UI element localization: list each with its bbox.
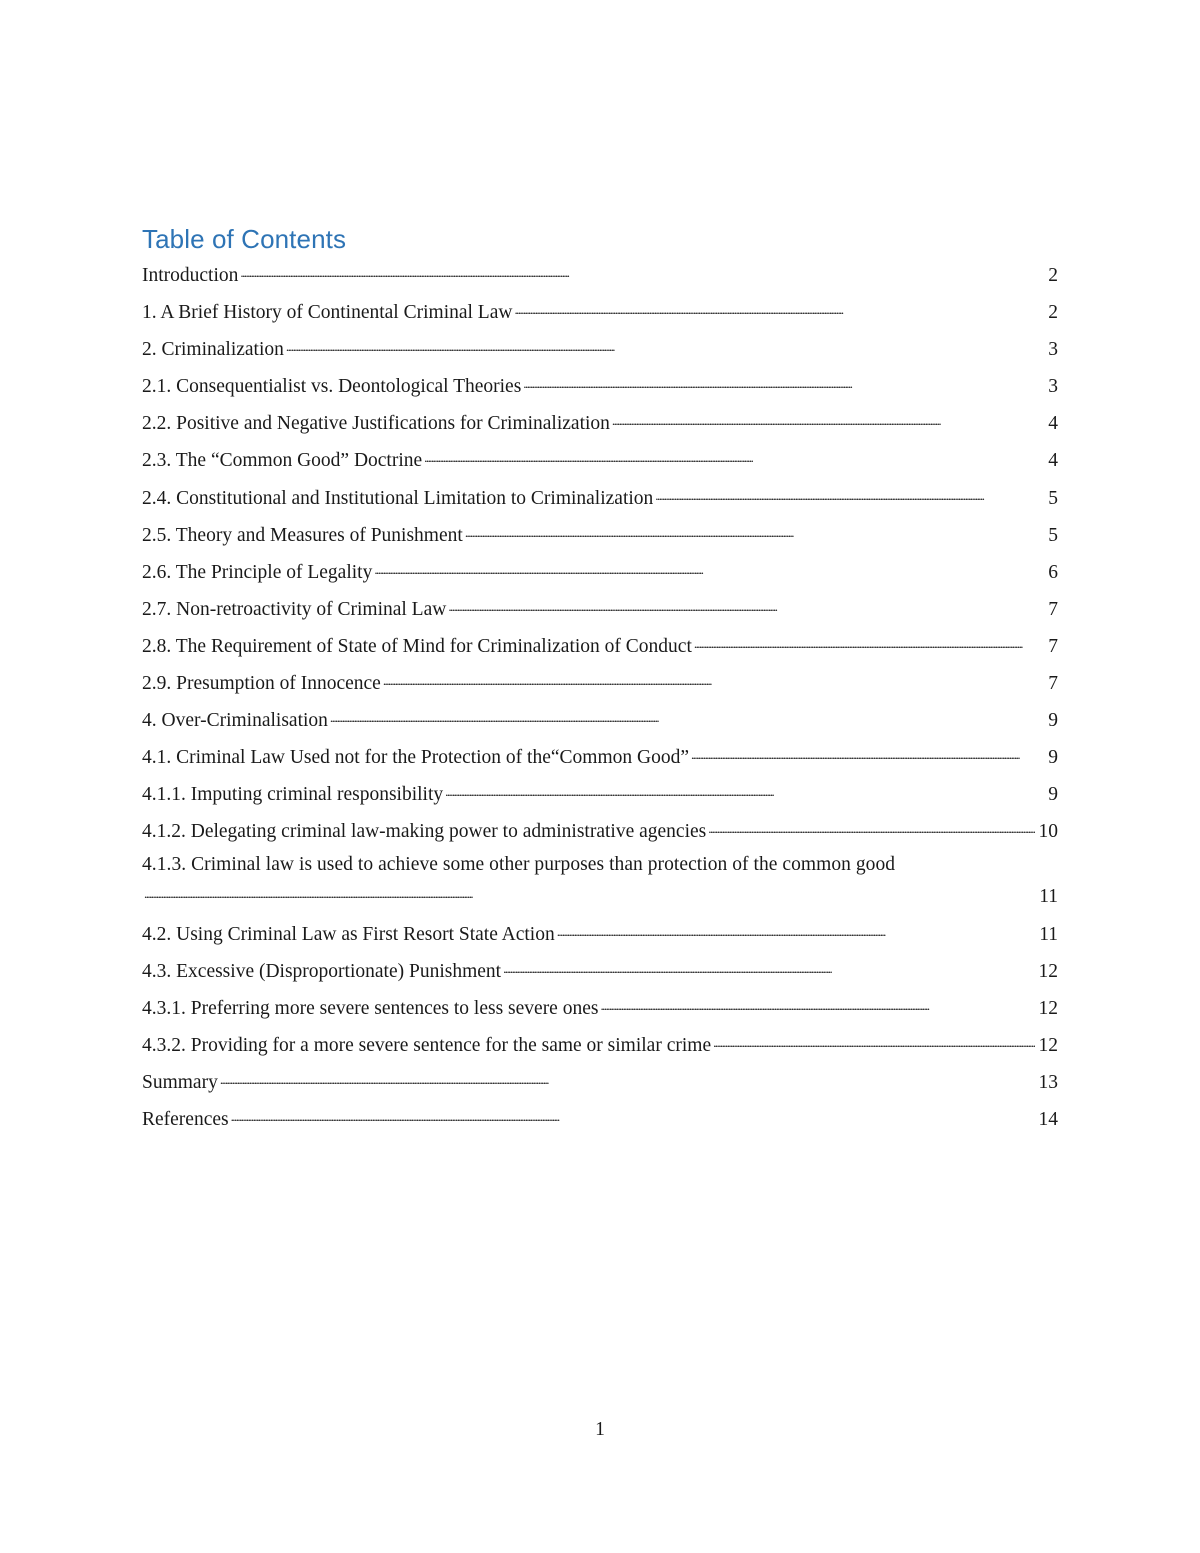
toc-heading: Table of Contents <box>142 224 347 254</box>
toc-entry-label: 4.1. Criminal Law Used not for the Protection of the“Common Good” <box>142 747 689 769</box>
toc-entry-4-3-1[interactable] <box>142 990 1058 1027</box>
toc-entry-references[interactable] <box>142 1101 1058 1138</box>
toc-entry-4[interactable] <box>142 702 1058 739</box>
toc-entry-page: 9 <box>1048 747 1058 769</box>
toc-entry-page: 11 <box>1039 885 1058 907</box>
toc-entry-page: 2 <box>1048 265 1058 286</box>
toc-entry-label: Introduction <box>142 265 239 286</box>
toc-entry-2-1[interactable] <box>142 368 1058 405</box>
toc-entry-label: 2.8. The Requirement of State of Mind for Criminalization of Conduct <box>142 635 692 657</box>
toc-entry-2-4[interactable] <box>142 480 1058 517</box>
toc-entry-label: 2. Criminalization <box>142 339 284 361</box>
toc-entry-continuation <box>142 878 1058 916</box>
toc-entry-page: 12 <box>1038 1034 1058 1056</box>
toc-entry-2-3[interactable] <box>142 442 1058 479</box>
toc-entry-page: 4 <box>1048 413 1058 435</box>
toc-entry-label: 2.7. Non-retroactivity of Criminal Law <box>142 598 447 620</box>
dot-leader <box>612 405 1044 429</box>
toc-entry-page: 7 <box>1048 598 1058 620</box>
toc-entry-label: 1. A Brief History of Continental Criminal Law <box>142 302 513 324</box>
toc-entry-2[interactable] <box>142 331 1058 368</box>
toc-entry-label: Summary <box>142 1071 218 1093</box>
dot-leader <box>231 1101 1035 1125</box>
dot-leader <box>330 702 1044 726</box>
toc-entry-4-1[interactable] <box>142 739 1058 776</box>
toc-entry-page: 12 <box>1038 997 1058 1019</box>
toc-entry-page: 12 <box>1038 960 1058 982</box>
toc-entry-label: 4.2. Using Criminal Law as First Resort State Action <box>142 923 555 945</box>
toc-entry-2-5[interactable] <box>142 517 1058 554</box>
page-number: 1 <box>595 1419 605 1440</box>
toc-entry-page: 3 <box>1048 339 1058 361</box>
toc-entry-1[interactable] <box>142 294 1058 331</box>
toc-entry-4-2[interactable] <box>142 916 1058 953</box>
toc-entry-introduction[interactable] <box>142 257 1058 294</box>
toc-entry-4-1-2[interactable] <box>142 813 1058 850</box>
toc-entry-page: 2 <box>1048 302 1058 324</box>
dot-leader <box>713 1027 1034 1051</box>
toc-entry-4-1-3[interactable] <box>142 851 1058 916</box>
dot-leader <box>383 665 1044 689</box>
toc-entry-label: 4. Over-Criminalisation <box>142 710 328 732</box>
toc-entry-2-9[interactable] <box>142 665 1058 702</box>
dot-leader <box>708 813 1034 837</box>
toc-entry-page: 5 <box>1048 487 1058 509</box>
toc-list <box>142 257 1058 1138</box>
toc-entry-page: 7 <box>1048 635 1058 657</box>
toc-entry-label: 4.1.1. Imputing criminal responsibility <box>142 784 444 806</box>
dot-leader <box>523 368 1044 392</box>
toc-entry-4-1-1[interactable] <box>142 776 1058 813</box>
dot-leader <box>374 554 1044 578</box>
dot-leader <box>557 916 1036 940</box>
toc-entry-page: 3 <box>1048 376 1058 398</box>
toc-entry-label: 2.6. The Principle of Legality <box>142 561 373 583</box>
dot-leader <box>655 480 1044 504</box>
toc-entry-summary[interactable] <box>142 1064 1058 1101</box>
dot-leader <box>691 739 1044 763</box>
toc-entry-label: 2.4. Constitutional and Institutional Limitation to Criminalization <box>142 487 654 509</box>
toc-entry-2-6[interactable] <box>142 554 1058 591</box>
toc-entry-2-7[interactable] <box>142 591 1058 628</box>
toc-entry-label: 2.2. Positive and Negative Justifications for Criminalization <box>142 413 610 435</box>
toc-entry-page: 14 <box>1038 1108 1058 1130</box>
toc-entry-page: 13 <box>1038 1071 1058 1093</box>
toc-entry-label: 4.1.2. Delegating criminal law-making power to administrative agencies <box>142 821 707 843</box>
toc-entry-label: 4.1.3. Criminal law is used to achieve some other purposes than protection of the common good <box>142 853 896 875</box>
toc-entry-page: 10 <box>1038 821 1058 843</box>
toc-entry-label: 2.3. The “Common Good” Doctrine <box>142 450 423 472</box>
dot-leader <box>694 628 1044 652</box>
toc-entry-label: References <box>142 1108 229 1130</box>
toc-entry-label: 2.1. Consequentialist vs. Deontological Theories <box>142 376 522 398</box>
toc-entry-page: 9 <box>1048 784 1058 806</box>
dot-leader <box>424 442 1044 466</box>
toc-entry-page: 7 <box>1048 673 1058 695</box>
dot-leader <box>503 953 1034 977</box>
toc-entry-page: 9 <box>1048 710 1058 732</box>
toc-entry-label: 2.5. Theory and Measures of Punishment <box>142 524 463 546</box>
toc-entry-2-8[interactable] <box>142 628 1058 665</box>
toc-entry-page: 5 <box>1048 524 1058 546</box>
dot-leader <box>445 776 1044 800</box>
dot-leader <box>240 257 1044 281</box>
dot-leader <box>448 591 1044 615</box>
toc-entry-page: 11 <box>1039 923 1058 945</box>
toc-entry-label: 4.3.1. Preferring more severe sentences to less severe ones <box>142 997 599 1019</box>
dot-leader <box>144 878 1035 902</box>
toc-entry-label: 2.9. Presumption of Innocence <box>142 673 381 695</box>
dot-leader <box>286 331 1044 355</box>
dot-leader <box>465 517 1044 541</box>
toc-entry-label: 4.3.2. Providing for a more severe sentence for the same or similar crime <box>142 1034 712 1056</box>
toc-entry-4-3-2[interactable] <box>142 1027 1058 1064</box>
toc-entry-label: 4.3. Excessive (Disproportionate) Punishment <box>142 960 502 982</box>
toc-entry-page: 4 <box>1048 450 1058 472</box>
dot-leader <box>220 1064 1035 1088</box>
dot-leader <box>600 990 1034 1014</box>
toc-entry-2-2[interactable] <box>142 405 1058 442</box>
toc-entry-page: 6 <box>1048 561 1058 583</box>
dot-leader <box>514 294 1044 318</box>
toc-entry-4-3[interactable] <box>142 953 1058 990</box>
